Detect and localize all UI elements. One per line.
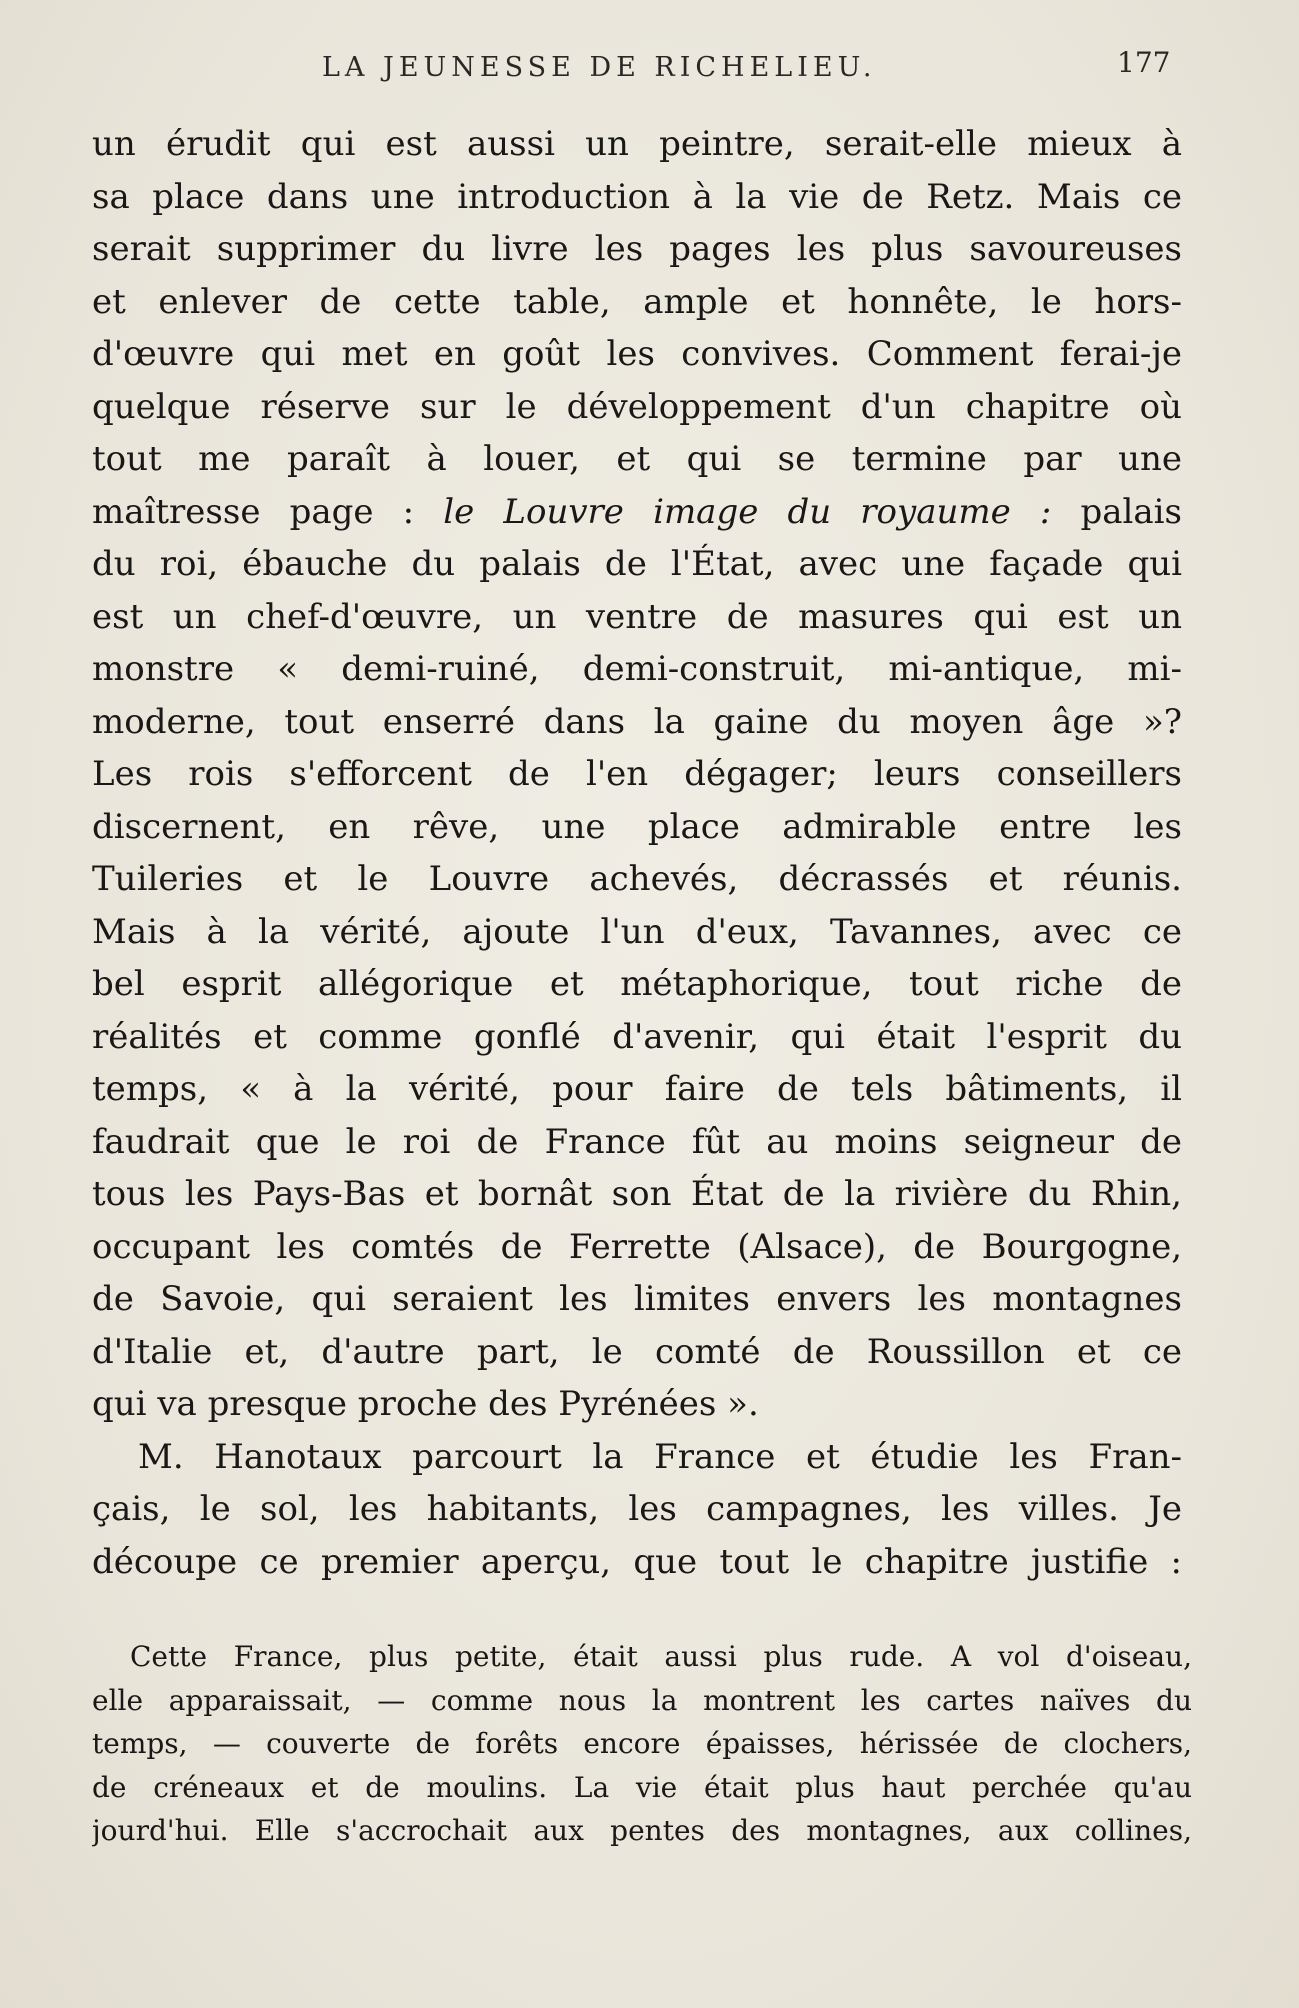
text-line: çais, le sol, les habitants, les campagnes, les villes. Je: [92, 1489, 1182, 1529]
text-line: et enlever de cette table, ample et honnête, le hors-: [92, 281, 1182, 322]
quote-line: de créneaux et de moulins. La vie était plus haut perchée qu'au: [92, 1770, 1192, 1804]
text-line: d'œuvre qui met en goût les convives. Comment ferai-je: [92, 334, 1182, 374]
text-line: Mais à la vérité, ajoute l'un d'eux, Tavannes, avec ce: [92, 911, 1182, 952]
text-line: Les rois s'efforcent de l'en dégager; leurs conseillers: [92, 754, 1182, 794]
text-line: faudrait que le roi de France fût au moins seigneur de: [92, 1121, 1182, 1162]
text-line: est un chef-d'œuvre, un ventre de masures qui est un: [92, 596, 1182, 637]
text-line: d'Italie et, d'autre part, le comté de Roussillon et ce: [92, 1331, 1182, 1372]
text-line-mixed: [92, 486, 1182, 539]
text-line: Tuileries et le Louvre achevés, décrassés et réunis.: [92, 859, 1182, 899]
text-line: tout me paraît à louer, et qui se termine par une: [92, 439, 1182, 479]
text-line: du roi, ébauche du palais de l'État, avec une façade qui: [92, 544, 1182, 584]
italic-phrase: le Louvre image du royaume :: [443, 491, 1052, 532]
text-line: M. Hanotaux parcourt la France et étudie les Fran-: [138, 1436, 1182, 1477]
body-text: [92, 118, 1182, 1588]
text-line: bel esprit allégorique et métaphorique, tout riche de: [92, 964, 1182, 1004]
quote-line: Cette France, plus petite, était aussi plus rude. A vol d'oiseau,: [130, 1640, 1192, 1673]
quote-line: elle apparaissait, — comme nous la montrent les cartes naïves du: [92, 1683, 1192, 1717]
text-line: de Savoie, qui seraient les limites envers les montagnes: [92, 1279, 1182, 1319]
text-line: réalités et comme gonflé d'avenir, qui était l'esprit du: [92, 1016, 1182, 1057]
text-line: moderne, tout enserré dans la gaine du moyen âge »?: [92, 701, 1182, 742]
text-line: monstre « demi-ruiné, demi-construit, mi-antique, mi-: [92, 649, 1182, 689]
text-line: tous les Pays-Bas et bornât son État de la rivière du Rhin,: [92, 1174, 1182, 1214]
page-number: 177: [1117, 46, 1171, 79]
text-line: qui va presque proche des Pyrénées ».: [92, 1384, 759, 1424]
block-quote: [92, 1635, 1192, 1853]
text-line: occupant les comtés de Ferrette (Alsace), de Bourgogne,: [92, 1226, 1182, 1267]
text-line: sa place dans une introduction à la vie de Retz. Mais ce: [92, 176, 1182, 217]
text-line: un érudit qui est aussi un peintre, serait-elle mieux à: [92, 124, 1182, 164]
text-line: temps, « à la vérité, pour faire de tels bâtiments, il: [92, 1069, 1182, 1109]
text-segment: palais: [1080, 491, 1182, 532]
text-line: quelque réserve sur le développement d'un chapitre où: [92, 386, 1182, 427]
running-title: LA JEUNESSE DE RICHELIEU.: [322, 52, 877, 83]
text-line: découpe ce premier aperçu, que tout le chapitre justifie :: [92, 1541, 1182, 1582]
text-line: discernent, en rêve, une place admirable entre les: [92, 806, 1182, 847]
quote-line: jourd'hui. Elle s'accrochait aux pentes des montagnes, aux collines,: [92, 1814, 1192, 1847]
text-line: serait supprimer du livre les pages les plus savoureuses: [92, 229, 1182, 269]
text-segment: maîtresse page :: [92, 491, 415, 532]
quote-line: temps, — couverte de forêts encore épaisses, hérissée de clochers,: [92, 1727, 1192, 1760]
